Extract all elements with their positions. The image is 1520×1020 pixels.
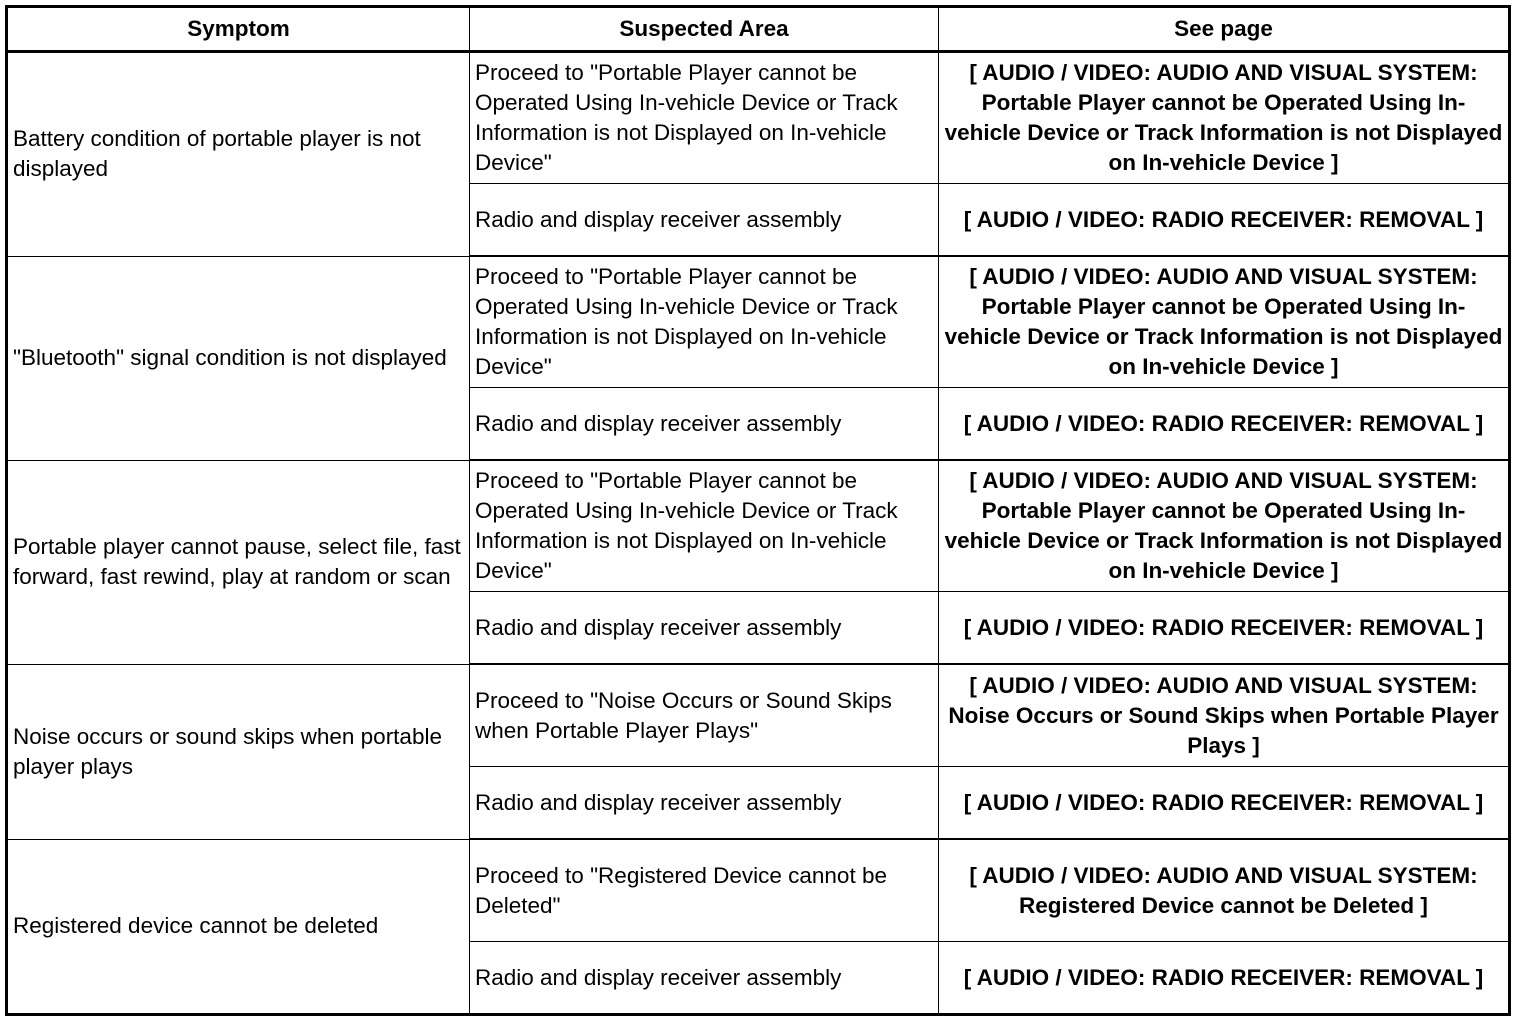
suspected-area-cell: Proceed to "Portable Player cannot be Operated Using In-vehicle Device or Track Information is not Displayed on In-vehicle Device" xyxy=(470,460,939,592)
see-page-link[interactable]: [ AUDIO / VIDEO: AUDIO AND VISUAL SYSTEM: Noise Occurs or Sound Skips when Portable Player Plays ] xyxy=(939,664,1510,767)
suspected-area-cell: Proceed to "Portable Player cannot be Operated Using In-vehicle Device or Track Information is not Displayed on In-vehicle Device" xyxy=(470,52,939,184)
symptom-cell: Registered device cannot be deleted xyxy=(7,839,470,1015)
header-symptom: Symptom xyxy=(7,7,470,52)
suspected-area-cell: Radio and display receiver assembly xyxy=(470,592,939,665)
symptom-table xyxy=(5,5,1511,1016)
table-row xyxy=(7,664,1510,767)
table-row xyxy=(7,52,1510,184)
symptom-cell: "Bluetooth" signal condition is not displayed xyxy=(7,256,470,460)
see-page-link[interactable]: [ AUDIO / VIDEO: RADIO RECEIVER: REMOVAL ] xyxy=(939,592,1510,665)
header-see-page: See page xyxy=(939,7,1510,52)
suspected-area-cell: Radio and display receiver assembly xyxy=(470,942,939,1015)
suspected-area-cell: Radio and display receiver assembly xyxy=(470,767,939,840)
see-page-link[interactable]: [ AUDIO / VIDEO: AUDIO AND VISUAL SYSTEM: Registered Device cannot be Deleted ] xyxy=(939,839,1510,942)
suspected-area-cell: Proceed to "Portable Player cannot be Operated Using In-vehicle Device or Track Information is not Displayed on In-vehicle Device" xyxy=(470,256,939,388)
see-page-link[interactable]: [ AUDIO / VIDEO: RADIO RECEIVER: REMOVAL ] xyxy=(939,767,1510,840)
table-row xyxy=(7,460,1510,592)
see-page-link[interactable]: [ AUDIO / VIDEO: AUDIO AND VISUAL SYSTEM: Portable Player cannot be Operated Using In-vehicle Device or Track Information is not Displayed on In-vehicle Device ] xyxy=(939,256,1510,388)
suspected-area-cell: Proceed to "Noise Occurs or Sound Skips when Portable Player Plays" xyxy=(470,664,939,767)
see-page-link[interactable]: [ AUDIO / VIDEO: AUDIO AND VISUAL SYSTEM: Portable Player cannot be Operated Using In-vehicle Device or Track Information is not Displayed on In-vehicle Device ] xyxy=(939,460,1510,592)
header-suspected-area: Suspected Area xyxy=(470,7,939,52)
see-page-link[interactable]: [ AUDIO / VIDEO: RADIO RECEIVER: REMOVAL ] xyxy=(939,942,1510,1015)
table-header-row xyxy=(7,7,1510,52)
symptom-cell: Battery condition of portable player is not displayed xyxy=(7,52,470,257)
see-page-link[interactable]: [ AUDIO / VIDEO: RADIO RECEIVER: REMOVAL ] xyxy=(939,388,1510,461)
symptom-cell: Noise occurs or sound skips when portable player plays xyxy=(7,664,470,839)
see-page-link[interactable]: [ AUDIO / VIDEO: AUDIO AND VISUAL SYSTEM: Portable Player cannot be Operated Using In-vehicle Device or Track Information is not Displayed on In-vehicle Device ] xyxy=(939,52,1510,184)
table-row xyxy=(7,256,1510,388)
see-page-link[interactable]: [ AUDIO / VIDEO: RADIO RECEIVER: REMOVAL ] xyxy=(939,184,1510,257)
suspected-area-cell: Radio and display receiver assembly xyxy=(470,388,939,461)
suspected-area-cell: Radio and display receiver assembly xyxy=(470,184,939,257)
table-row xyxy=(7,839,1510,942)
suspected-area-cell: Proceed to "Registered Device cannot be Deleted" xyxy=(470,839,939,942)
symptom-cell: Portable player cannot pause, select file, fast forward, fast rewind, play at random or scan xyxy=(7,460,470,664)
